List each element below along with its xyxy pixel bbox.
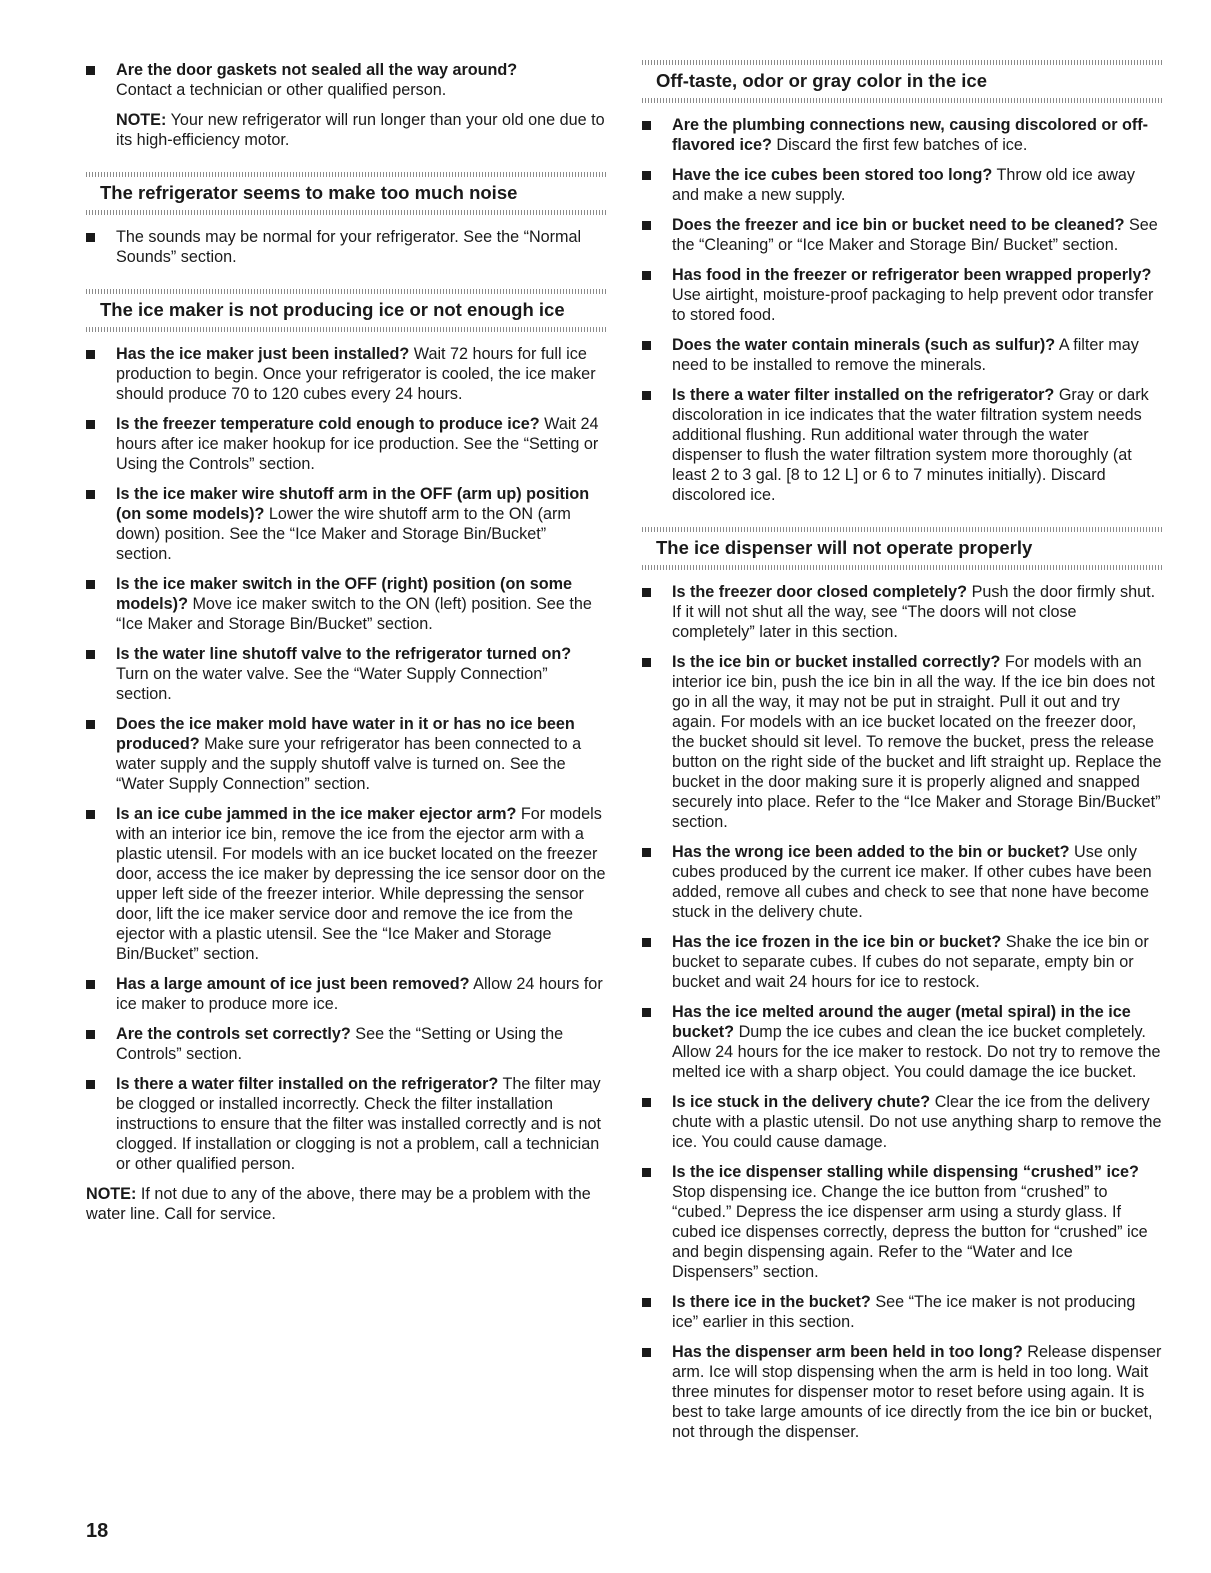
bullet-icon bbox=[642, 1348, 651, 1357]
item-answer: A filter may need to be installed to remove the minerals. bbox=[672, 336, 1139, 374]
item-answer: Wait 72 hours for full ice production to begin. Once your refrigerator is cooled, the ice maker should produce 70 to 120 cubes every 24 hours. bbox=[116, 345, 596, 403]
bullet-icon bbox=[642, 588, 651, 597]
list-item bbox=[642, 652, 1162, 832]
note-text: If not due to any of the above, there may be a problem with the water line. Call for service. bbox=[86, 1185, 591, 1223]
item-question: Has the dispenser arm been held in too long? bbox=[672, 1343, 1023, 1361]
item-answer: Use only cubes produced by the current ice maker. If other cubes have been added, remove all cubes and check to see that none have become stuck in the delivery chute. bbox=[672, 843, 1152, 921]
bullet-icon bbox=[642, 171, 651, 180]
item-answer: Allow 24 hours for ice maker to produce more ice. bbox=[116, 975, 603, 1013]
item-question: Has a large amount of ice just been removed? bbox=[116, 975, 470, 993]
item-answer: Move ice maker switch to the ON (left) position. See the “Ice Maker and Storage Bin/Bucket” section. bbox=[116, 595, 592, 633]
list-item bbox=[642, 1342, 1162, 1442]
item-question: Have the ice cubes been stored too long? bbox=[672, 166, 993, 184]
list-item bbox=[86, 644, 606, 704]
bullet-icon bbox=[642, 271, 651, 280]
bullet-icon bbox=[642, 121, 651, 130]
list-item bbox=[86, 1024, 606, 1064]
list-item bbox=[86, 60, 606, 100]
icemaker-list bbox=[86, 344, 606, 1174]
section-heading-offtaste bbox=[642, 60, 1162, 103]
list-item bbox=[86, 344, 606, 404]
bullet-icon bbox=[86, 580, 95, 589]
item-question: Has the ice melted around the auger (metal spiral) in the ice bucket? bbox=[672, 1003, 1131, 1041]
bullet-icon bbox=[642, 658, 651, 667]
item-question: Does the water contain minerals (such as sulfur)? bbox=[672, 336, 1056, 354]
item-question: Is there ice in the bucket? bbox=[672, 1293, 871, 1311]
list-item bbox=[642, 335, 1162, 375]
item-question: Is the ice dispenser stalling while dispensing “crushed” ice? bbox=[672, 1163, 1139, 1181]
item-answer: The sounds may be normal for your refrigerator. See the “Normal Sounds” section. bbox=[116, 228, 582, 266]
noise-list bbox=[86, 227, 606, 267]
bullet-icon bbox=[642, 221, 651, 230]
item-question: Are the plumbing connections new, causing discolored or off-flavored ice? bbox=[672, 116, 1149, 154]
list-item bbox=[86, 574, 606, 634]
heading-text: Off-taste, odor or gray color in the ice bbox=[656, 70, 987, 91]
bullet-icon bbox=[642, 391, 651, 400]
list-item bbox=[642, 842, 1162, 922]
bullet-icon bbox=[642, 341, 651, 350]
item-answer: For models with an interior ice bin, push the ice bin in all the way. If the ice bin does not go in all the way, it may not be put in straight. Pull it out and try again. For models with an ice bucket located on the freezer door, the bucket should sit level. To remove the bucket, press the release button on the right side of the bucket and lift straight up. Replace the bucket in the door making sure it is properly aligned and snapped securely into place. Refer to the “Ice Maker and Storage Bin/Bucket” section. bbox=[672, 653, 1162, 831]
note bbox=[86, 1184, 606, 1224]
section-heading-icemaker bbox=[86, 289, 606, 332]
right-column bbox=[642, 60, 1162, 1452]
item-question: Are the controls set correctly? bbox=[116, 1025, 351, 1043]
bullet-icon bbox=[642, 1298, 651, 1307]
divider bbox=[642, 565, 1162, 570]
bullet-icon bbox=[86, 233, 95, 242]
item-answer: See “The ice maker is not producing ice” earlier in this section. bbox=[672, 1293, 1136, 1331]
list-item bbox=[642, 1162, 1162, 1282]
page-number: 18 bbox=[86, 1520, 109, 1542]
item-question: Is the freezer door closed completely? bbox=[672, 583, 968, 601]
note-label: NOTE: bbox=[116, 111, 167, 129]
item-answer: Use airtight, moisture-proof packaging to help prevent odor transfer to stored food. bbox=[672, 286, 1154, 324]
bullet-icon bbox=[642, 1168, 651, 1177]
item-question: Is there a water filter installed on the refrigerator? bbox=[116, 1075, 499, 1093]
bullet-icon bbox=[642, 1098, 651, 1107]
list-item bbox=[642, 165, 1162, 205]
list-item bbox=[86, 414, 606, 474]
bullet-icon bbox=[86, 1030, 95, 1039]
bullet-icon bbox=[86, 1080, 95, 1089]
item-question: Is the ice bin or bucket installed correctly? bbox=[672, 653, 1001, 671]
item-answer: Push the door firmly shut. If it will not shut all the way, see “The doors will not close completely” later in this section. bbox=[672, 583, 1156, 641]
list-item bbox=[86, 227, 606, 267]
item-question: Is ice stuck in the delivery chute? bbox=[672, 1093, 931, 1111]
bullet-icon bbox=[86, 650, 95, 659]
item-answer: Discard the first few batches of ice. bbox=[776, 136, 1028, 154]
item-answer: Dump the ice cubes and clean the ice bucket completely. Allow 24 hours for the ice maker to restock. Do not try to remove the melted ice with a sharp object. You could damage the ice bucket. bbox=[672, 1023, 1161, 1081]
item-answer: Turn on the water valve. See the “Water Supply Connection” section. bbox=[116, 665, 548, 703]
bullet-icon bbox=[86, 980, 95, 989]
bullet-icon bbox=[86, 490, 95, 499]
note bbox=[86, 110, 606, 150]
list-item bbox=[642, 265, 1162, 325]
heading-text: The ice maker is not producing ice or not enough ice bbox=[100, 299, 565, 320]
item-question: Is the ice maker wire shutoff arm in the OFF (arm up) position (on some models)? bbox=[116, 485, 590, 523]
section-heading-dispenser bbox=[642, 527, 1162, 570]
heading-text: The ice dispenser will not operate properly bbox=[656, 537, 1033, 558]
item-question: Is an ice cube jammed in the ice maker ejector arm? bbox=[116, 805, 517, 823]
item-answer: Throw old ice away and make a new supply. bbox=[672, 166, 1135, 204]
list-item bbox=[642, 1002, 1162, 1082]
divider bbox=[86, 327, 606, 332]
item-question: Is there a water filter installed on the refrigerator? bbox=[672, 386, 1055, 404]
list-item bbox=[642, 1092, 1162, 1152]
list-item bbox=[86, 1074, 606, 1174]
item-answer: Shake the ice bin or bucket to separate cubes. If cubes do not separate, empty bin or bucket and wait 24 hours for ice to restock. bbox=[672, 933, 1149, 991]
item-question: Does the freezer and ice bin or bucket need to be cleaned? bbox=[672, 216, 1125, 234]
list-item bbox=[86, 714, 606, 794]
heading-text: The refrigerator seems to make too much noise bbox=[100, 182, 518, 203]
item-question: Is the freezer temperature cold enough to produce ice? bbox=[116, 415, 540, 433]
note-label: NOTE: bbox=[86, 1185, 137, 1203]
bullet-icon bbox=[642, 848, 651, 857]
item-question: Has the ice frozen in the ice bin or bucket? bbox=[672, 933, 1002, 951]
list-item bbox=[86, 974, 606, 1014]
list-item bbox=[642, 215, 1162, 255]
item-answer: See the “Setting or Using the Controls” section. bbox=[116, 1025, 564, 1063]
item-answer: For models with an interior ice bin, remove the ice from the ejector arm with a plastic utensil. For models with an ice bucket located on the freezer door, access the ice maker by depressing the ice sensor door on the upper left side of the freezer interior. While depressing the sensor door, lift the ice maker service door and remove the ice from the ejector with a plastic utensil. See the “Ice Maker and Storage Bin/Bucket” section. bbox=[116, 805, 606, 963]
item-question: Is the water line shutoff valve to the refrigerator turned on? bbox=[116, 645, 572, 663]
item-answer: Lower the wire shutoff arm to the ON (arm down) position. See the “Ice Maker and Storage Bin/Bucket” section. bbox=[116, 505, 571, 563]
list-item bbox=[642, 582, 1162, 642]
item-answer: Clear the ice from the delivery chute with a plastic utensil. Do not use anything sharp to remove the ice. You could cause damage. bbox=[672, 1093, 1162, 1151]
left-column bbox=[86, 60, 606, 1224]
bullet-icon bbox=[642, 938, 651, 947]
item-question: Is the ice maker switch in the OFF (right) position (on some models)? bbox=[116, 575, 573, 613]
divider bbox=[642, 98, 1162, 103]
item-answer: Gray or dark discoloration in ice indicates that the water filtration system needs additional flushing. Run additional water through the water dispenser to flush the water filtration system more thoroughly (at least 2 to 3 gal. [8 to 12 L] or 6 to 7 minutes initially). Discard discolored ice. bbox=[672, 386, 1149, 504]
item-question: Has food in the freezer or refrigerator been wrapped properly? bbox=[672, 266, 1152, 284]
list-item bbox=[642, 1292, 1162, 1332]
item-answer: See the “Cleaning” or “Ice Maker and Storage Bin/ Bucket” section. bbox=[672, 216, 1158, 254]
bullet-icon bbox=[86, 810, 95, 819]
bullet-icon bbox=[86, 420, 95, 429]
item-question: Are the door gaskets not sealed all the way around? bbox=[116, 61, 518, 79]
item-answer: The filter may be clogged or installed incorrectly. Check the filter installation instructions to ensure that the filter was installed correctly and is not clogged. If installation or clogging is not a problem, call a technician or other qualified person. bbox=[116, 1075, 601, 1173]
item-answer: Make sure your refrigerator has been connected to a water supply and the supply shutoff valve is turned on. See the “Water Supply Connection” section. bbox=[116, 735, 582, 793]
bullet-icon bbox=[86, 720, 95, 729]
dispenser-list bbox=[642, 582, 1162, 1442]
item-answer: Contact a technician or other qualified person. bbox=[116, 81, 447, 99]
bullet-icon bbox=[86, 350, 95, 359]
item-answer: Release dispenser arm. Ice will stop dispensing when the arm is held in too long. Wait three minutes for dispenser motor to reset before using again. It is best to take large amounts of ice directly from the ice bin or bucket, not through the dispenser. bbox=[672, 1343, 1162, 1441]
divider bbox=[86, 210, 606, 215]
list-item bbox=[86, 804, 606, 964]
list-item bbox=[642, 115, 1162, 155]
bullet-icon bbox=[86, 66, 95, 75]
list-item bbox=[86, 484, 606, 564]
offtaste-list bbox=[642, 115, 1162, 505]
list-item bbox=[642, 932, 1162, 992]
item-question: Does the ice maker mold have water in it or has no ice been produced? bbox=[116, 715, 575, 753]
section-heading-noise bbox=[86, 172, 606, 215]
note-text: Your new refrigerator will run longer than your old one due to its high-efficiency motor. bbox=[116, 111, 605, 149]
item-answer: Wait 24 hours after ice maker hookup for ice production. See the “Setting or Using the Controls” section. bbox=[116, 415, 599, 473]
item-question: Has the ice maker just been installed? bbox=[116, 345, 410, 363]
bullet-icon bbox=[642, 1008, 651, 1017]
item-answer: Stop dispensing ice. Change the ice button from “crushed” to “cubed.” Depress the ice dispenser arm using a sturdy glass. If cubed ice dispenses correctly, depress the button for “crushed” ice and begin dispensing again. Refer to the “Water and Ice Dispensers” section. bbox=[672, 1183, 1148, 1281]
list-item bbox=[642, 385, 1162, 505]
item-question: Has the wrong ice been added to the bin or bucket? bbox=[672, 843, 1070, 861]
